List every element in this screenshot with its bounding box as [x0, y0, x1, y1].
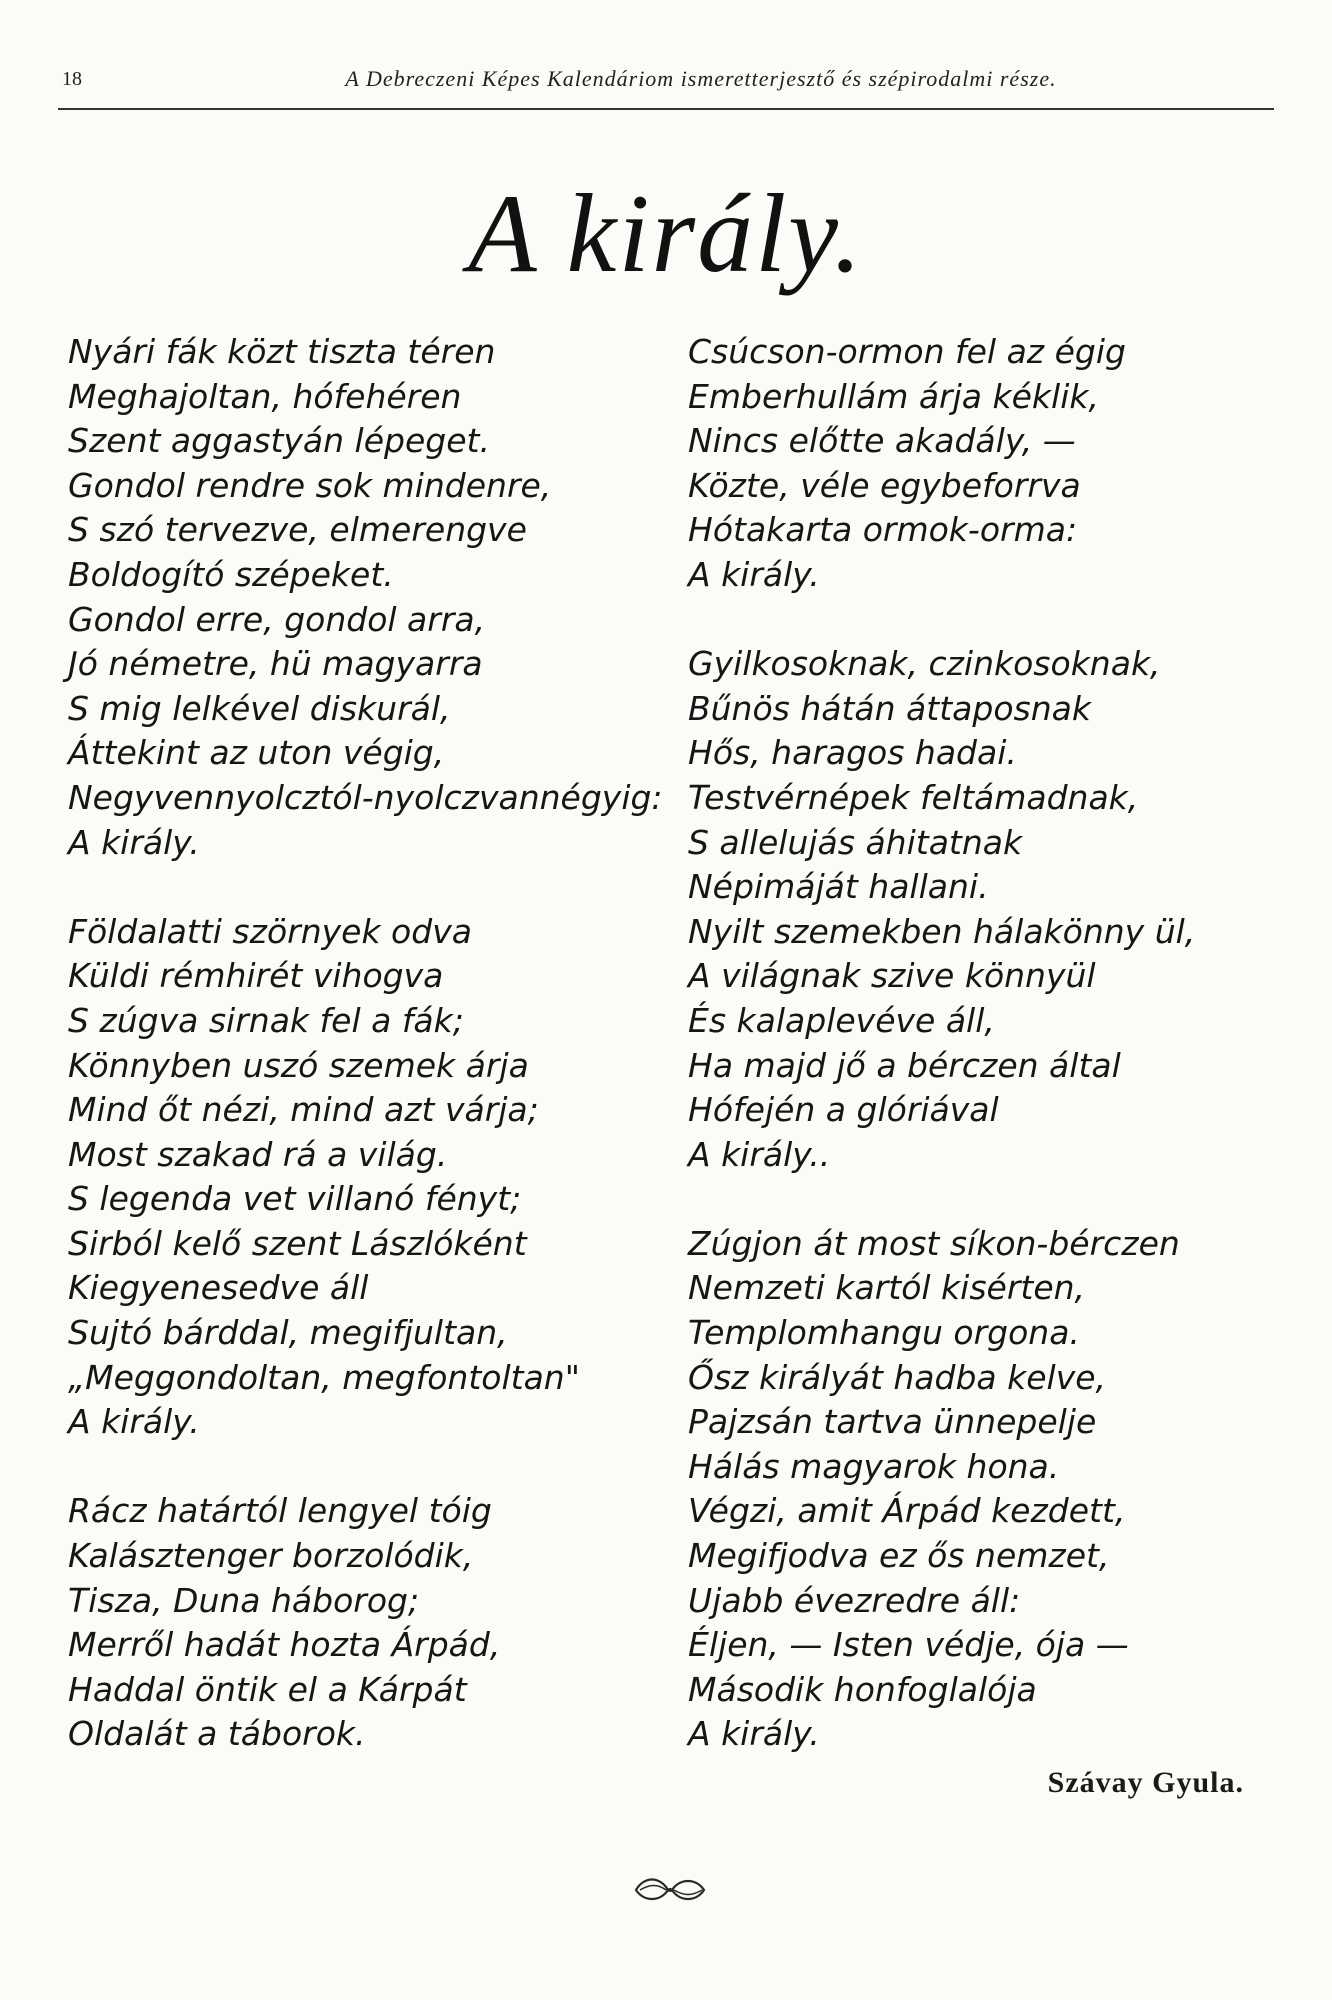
poem-line: Emberhullám árja kéklik,: [688, 376, 1099, 416]
poem-line: Haddal öntik el a Kárpát: [68, 1669, 467, 1709]
poem-line: S allelujás áhitatnak: [688, 822, 1023, 862]
poem-line: Hálás magyarok hona.: [688, 1446, 1060, 1486]
header-rule: [58, 108, 1274, 110]
poem-line: Csúcson-ormon fel az égig: [688, 332, 1126, 371]
author-signature: Szávay Gyula.: [1047, 1766, 1244, 1799]
stanza: [688, 330, 1288, 598]
poem-line: Negyvennyolcztól-nyolczvannégyig:: [68, 777, 663, 817]
poem-line: A király.: [68, 822, 200, 862]
poem-line: Áttekint az uton végig,: [68, 733, 445, 773]
poem-line: A világnak szive könnyül: [688, 956, 1096, 996]
stanza: [688, 642, 1288, 1177]
stanza: [68, 330, 668, 865]
poem-line: Ujabb évezredre áll:: [688, 1580, 1021, 1620]
poem-line: Templomhangu orgona.: [688, 1313, 1080, 1353]
poem-line: Második honfoglalója: [688, 1669, 1037, 1709]
stanza: [68, 910, 668, 1445]
poem-line: Ősz királyát hadba kelve,: [688, 1357, 1107, 1397]
poem-title: A király.: [468, 172, 864, 296]
poem-line: S zúgva sirnak fel a fák;: [68, 1000, 464, 1040]
poem-line: S mig lelkével diskurál,: [68, 688, 451, 728]
poem-line: „Meggondoltan, megfontoltan": [68, 1357, 580, 1397]
poem-line: Zúgjon át most síkon-bérczen: [688, 1223, 1180, 1263]
poem-line: Testvérnépek feltámadnak,: [688, 777, 1139, 817]
poem-line: Rácz határtól lengyel tóig: [68, 1491, 492, 1531]
poem-line: Gondol erre, gondol arra,: [68, 599, 486, 639]
poem-line: Boldogító szépeket.: [68, 554, 394, 594]
poem-line: Mind őt nézi, mind azt várja;: [68, 1090, 539, 1130]
poem-line: Gondol rendre sok mindenre,: [68, 465, 552, 505]
running-title: A Debreczeni Képes Kalendáriom ismeretterjesztő és szépirodalmi része.: [345, 66, 1057, 91]
poem-line: Nincs előtte akadály, —: [688, 421, 1076, 461]
poem-column-right: [688, 330, 1288, 1802]
poem-line: Jó németre, hü magyarra: [68, 644, 483, 684]
poem-line: Nyilt szemekben hálakönny ül,: [688, 911, 1196, 951]
poem-line: A király.: [688, 554, 820, 594]
leaf-ornament-icon: [630, 1870, 710, 1910]
poem-line: S szó tervezve, elmerengve: [68, 510, 527, 550]
poem-line: Hófején a glóriával: [688, 1090, 999, 1130]
poem-line: Tisza, Duna háborog;: [68, 1580, 420, 1620]
poem-line: Gyilkosoknak, czinkosoknak,: [688, 644, 1161, 684]
poem-line: Végzi, amit Árpád kezdett,: [688, 1491, 1126, 1531]
poem-line: Ha majd jő a bérczen által: [688, 1045, 1121, 1085]
poem-line: Könnyben uszó szemek árja: [68, 1045, 529, 1085]
poem-line: Hős, haragos hadai.: [688, 733, 1017, 773]
poem-line: Oldalát a táborok.: [68, 1714, 366, 1754]
page-header: [60, 66, 1272, 100]
stanza: [68, 1489, 668, 1757]
stanza: [688, 1222, 1288, 1757]
poem-line: Éljen, — Isten védje, ója —: [688, 1625, 1129, 1665]
poem-line: Szent aggastyán lépeget.: [68, 421, 490, 461]
poem-line: Hótakarta ormok-orma:: [688, 510, 1078, 550]
poem-line: A király.: [688, 1714, 820, 1754]
poem-line: Közte, véle egybeforrva: [688, 465, 1081, 505]
poem-line: Népimáját hallani.: [688, 867, 989, 907]
poem-line: Bűnös hátán áttaposnak: [688, 688, 1091, 728]
poem-line: A király.: [68, 1402, 200, 1442]
poem-line: Kalásztenger borzolódik,: [68, 1536, 474, 1576]
poem-line: És kalaplevéve áll,: [688, 1000, 995, 1040]
poem-line: Kiegyenesedve áll: [68, 1268, 369, 1308]
poem-line: Sirból kelő szent Lászlóként: [68, 1223, 527, 1263]
poem-line: S legenda vet villanó fényt;: [68, 1179, 522, 1219]
poem-line: Megifjodva ez ős nemzet,: [688, 1536, 1110, 1576]
poem-line: Küldi rémhirét vihogva: [68, 956, 444, 996]
poem-line: Pajzsán tartva ünnepelje: [688, 1402, 1097, 1442]
poem-line: Földalatti szörnyek odva: [68, 911, 472, 951]
poem-line: Nemzeti kartól kisérten,: [688, 1268, 1086, 1308]
poem-column-left: [68, 330, 668, 1802]
poem-line: Nyári fák közt tiszta téren: [68, 332, 496, 371]
page-number: 18: [62, 68, 82, 90]
poem-line: Sujtó bárddal, megifjultan,: [68, 1313, 508, 1353]
poem-line: Most szakad rá a világ.: [68, 1134, 448, 1174]
poem-line: Meghajoltan, hófehéren: [68, 376, 462, 416]
poem-line: Merről hadát hozta Árpád,: [68, 1625, 501, 1665]
poem-line: A király..: [688, 1134, 831, 1174]
